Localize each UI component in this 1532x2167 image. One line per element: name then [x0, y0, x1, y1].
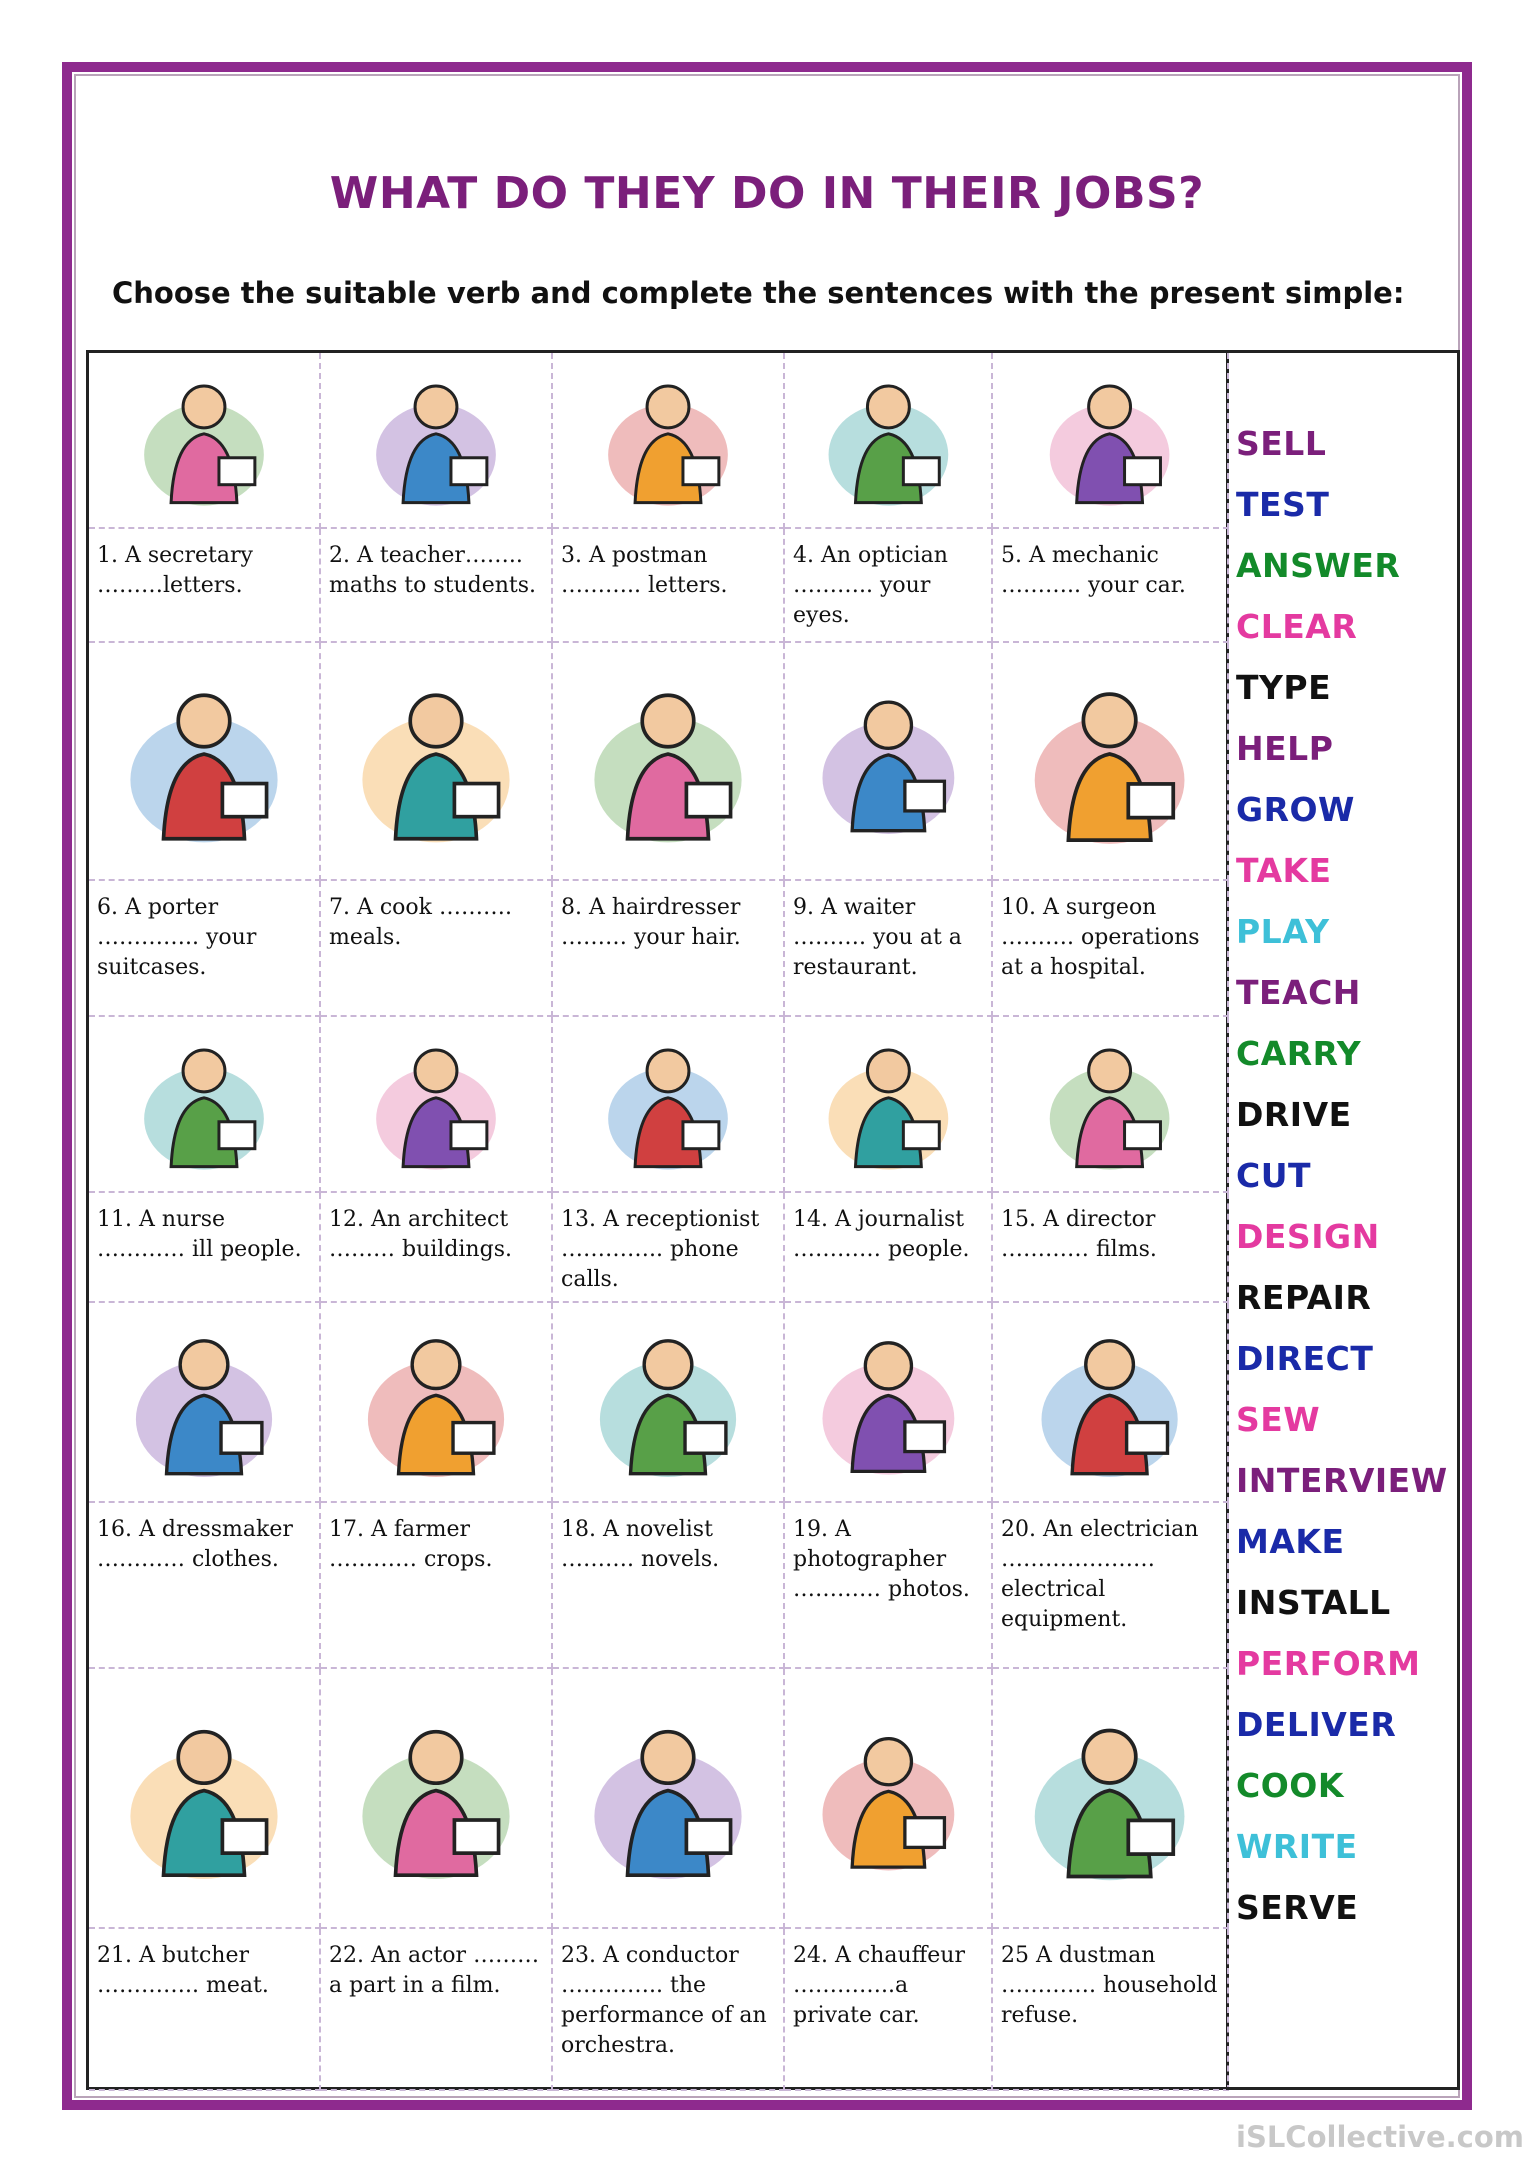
job-picture [321, 1669, 553, 1929]
job-sentence: 22. An actor ……… a part in a film. [321, 1929, 553, 2091]
photographer-icon [785, 1303, 991, 1501]
job-sentence: 5. A mechanic ……….. your car. [993, 529, 1229, 643]
job-picture [89, 1303, 321, 1503]
actor-icon [321, 1669, 551, 1927]
porter-icon [89, 643, 319, 879]
electrician-icon [993, 1303, 1227, 1501]
job-picture [553, 353, 785, 529]
journalist-icon [785, 1017, 991, 1191]
teacher-icon [321, 353, 551, 527]
verb-item: COOK [1236, 1766, 1344, 1805]
instruction-text: Choose the suitable verb and complete the sentences with the present simple: [112, 276, 1405, 310]
conductor-icon [553, 1669, 783, 1927]
job-picture [993, 1017, 1229, 1193]
optician-icon [785, 353, 991, 527]
job-picture [553, 1669, 785, 1929]
job-sentence: 9. A waiter ………. you at a restaurant. [785, 881, 993, 1017]
job-sentence: 16. A dressmaker ………… clothes. [89, 1503, 321, 1669]
mechanic-icon [993, 353, 1227, 527]
verb-item: SELL [1236, 424, 1327, 463]
verb-item: ANSWER [1236, 546, 1401, 585]
farmer-icon [321, 1303, 551, 1501]
verb-item: CUT [1236, 1156, 1312, 1195]
verb-item: TEACH [1236, 973, 1361, 1012]
job-sentence: 17. A farmer ………… crops. [321, 1503, 553, 1669]
job-picture [553, 1303, 785, 1503]
novelist-icon [553, 1303, 783, 1501]
job-picture [321, 353, 553, 529]
job-sentence: 20. An electrician ………………… electrical equipment. [993, 1503, 1229, 1669]
job-picture [993, 643, 1229, 881]
verb-item: GROW [1236, 790, 1355, 829]
job-picture [785, 353, 993, 529]
verb-item: TEST [1236, 485, 1330, 524]
job-sentence: 4. An optician ……….. your eyes. [785, 529, 993, 643]
butcher-icon [89, 1669, 319, 1927]
job-picture [785, 1669, 993, 1929]
job-sentence: 13. A receptionist ………….. phone calls. [553, 1193, 785, 1303]
nurse-icon [89, 1017, 319, 1191]
job-picture [89, 1017, 321, 1193]
verb-item: MAKE [1236, 1522, 1345, 1561]
job-picture [993, 353, 1229, 529]
secretary-icon [89, 353, 319, 527]
verb-item: DELIVER [1236, 1705, 1397, 1744]
hairdresser-icon [553, 643, 783, 879]
verb-item: DRIVE [1236, 1095, 1352, 1134]
page-title: WHAT DO THEY DO IN THEIR JOBS? [329, 168, 1205, 219]
verb-item: REPAIR [1236, 1278, 1372, 1317]
watermark: iSLCollective.com [1236, 2120, 1524, 2154]
surgeon-icon [993, 643, 1227, 879]
chauffeur-icon [785, 1669, 991, 1927]
verb-item: DESIGN [1236, 1217, 1380, 1256]
verb-item: TYPE [1236, 668, 1332, 707]
verb-item: CLEAR [1236, 607, 1358, 646]
verb-item: WRITE [1236, 1827, 1358, 1866]
job-sentence: 8. A hairdresser ……… your hair. [553, 881, 785, 1017]
cook-icon [321, 643, 551, 879]
receptionist-icon [553, 1017, 783, 1191]
verb-item: PLAY [1236, 912, 1330, 951]
job-sentence: 25 A dustman …………. household refuse. [993, 1929, 1229, 2091]
jobs-grid [86, 350, 1229, 2090]
job-picture [785, 643, 993, 881]
job-picture [89, 353, 321, 529]
job-sentence: 24. A chauffeur …………..a private car. [785, 1929, 993, 2091]
job-sentence: 1. A secretary ………letters. [89, 529, 321, 643]
verb-item: PERFORM [1236, 1644, 1421, 1683]
job-picture [553, 643, 785, 881]
job-picture [785, 1303, 993, 1503]
verb-item: TAKE [1236, 851, 1332, 890]
verb-item: SERVE [1236, 1888, 1359, 1927]
architect-icon [321, 1017, 551, 1191]
job-sentence: 18. A novelist ………. novels. [553, 1503, 785, 1669]
dustman-icon [993, 1669, 1227, 1927]
job-sentence: 23. A conductor ………….. the performance of an orchestra. [553, 1929, 785, 2091]
job-picture [89, 1669, 321, 1929]
verb-item: DIRECT [1236, 1339, 1374, 1378]
job-picture [89, 643, 321, 881]
job-picture [321, 1303, 553, 1503]
job-sentence: 15. A director ………… films. [993, 1193, 1229, 1303]
job-sentence: 2. A teacher…….. maths to students. [321, 529, 553, 643]
verb-item: CARRY [1236, 1034, 1362, 1073]
job-sentence: 7. A cook ………. meals. [321, 881, 553, 1017]
verb-item: HELP [1236, 729, 1334, 768]
job-picture [321, 1017, 553, 1193]
job-sentence: 14. A journalist ………… people. [785, 1193, 993, 1303]
job-sentence: 6. A porter ………….. your suitcases. [89, 881, 321, 1017]
job-picture [993, 1303, 1229, 1503]
verb-item: INTERVIEW [1236, 1461, 1448, 1500]
job-picture [553, 1017, 785, 1193]
job-sentence: 21. A butcher ………….. meat. [89, 1929, 321, 2091]
job-picture [993, 1669, 1229, 1929]
job-sentence: 19. A photographer ………… photos. [785, 1503, 993, 1669]
job-picture [785, 1017, 993, 1193]
waiter-icon [785, 643, 991, 879]
verb-item: INSTALL [1236, 1583, 1391, 1622]
job-sentence: 10. A surgeon ………. operations at a hospital. [993, 881, 1229, 1017]
verb-item: SEW [1236, 1400, 1321, 1439]
job-picture [321, 643, 553, 881]
director-icon [993, 1017, 1227, 1191]
dressmaker-icon [89, 1303, 319, 1501]
job-sentence: 11. A nurse ………… ill people. [89, 1193, 321, 1303]
job-sentence: 12. An architect ……… buildings. [321, 1193, 553, 1303]
job-sentence: 3. A postman ……….. letters. [553, 529, 785, 643]
postman-icon [553, 353, 783, 527]
